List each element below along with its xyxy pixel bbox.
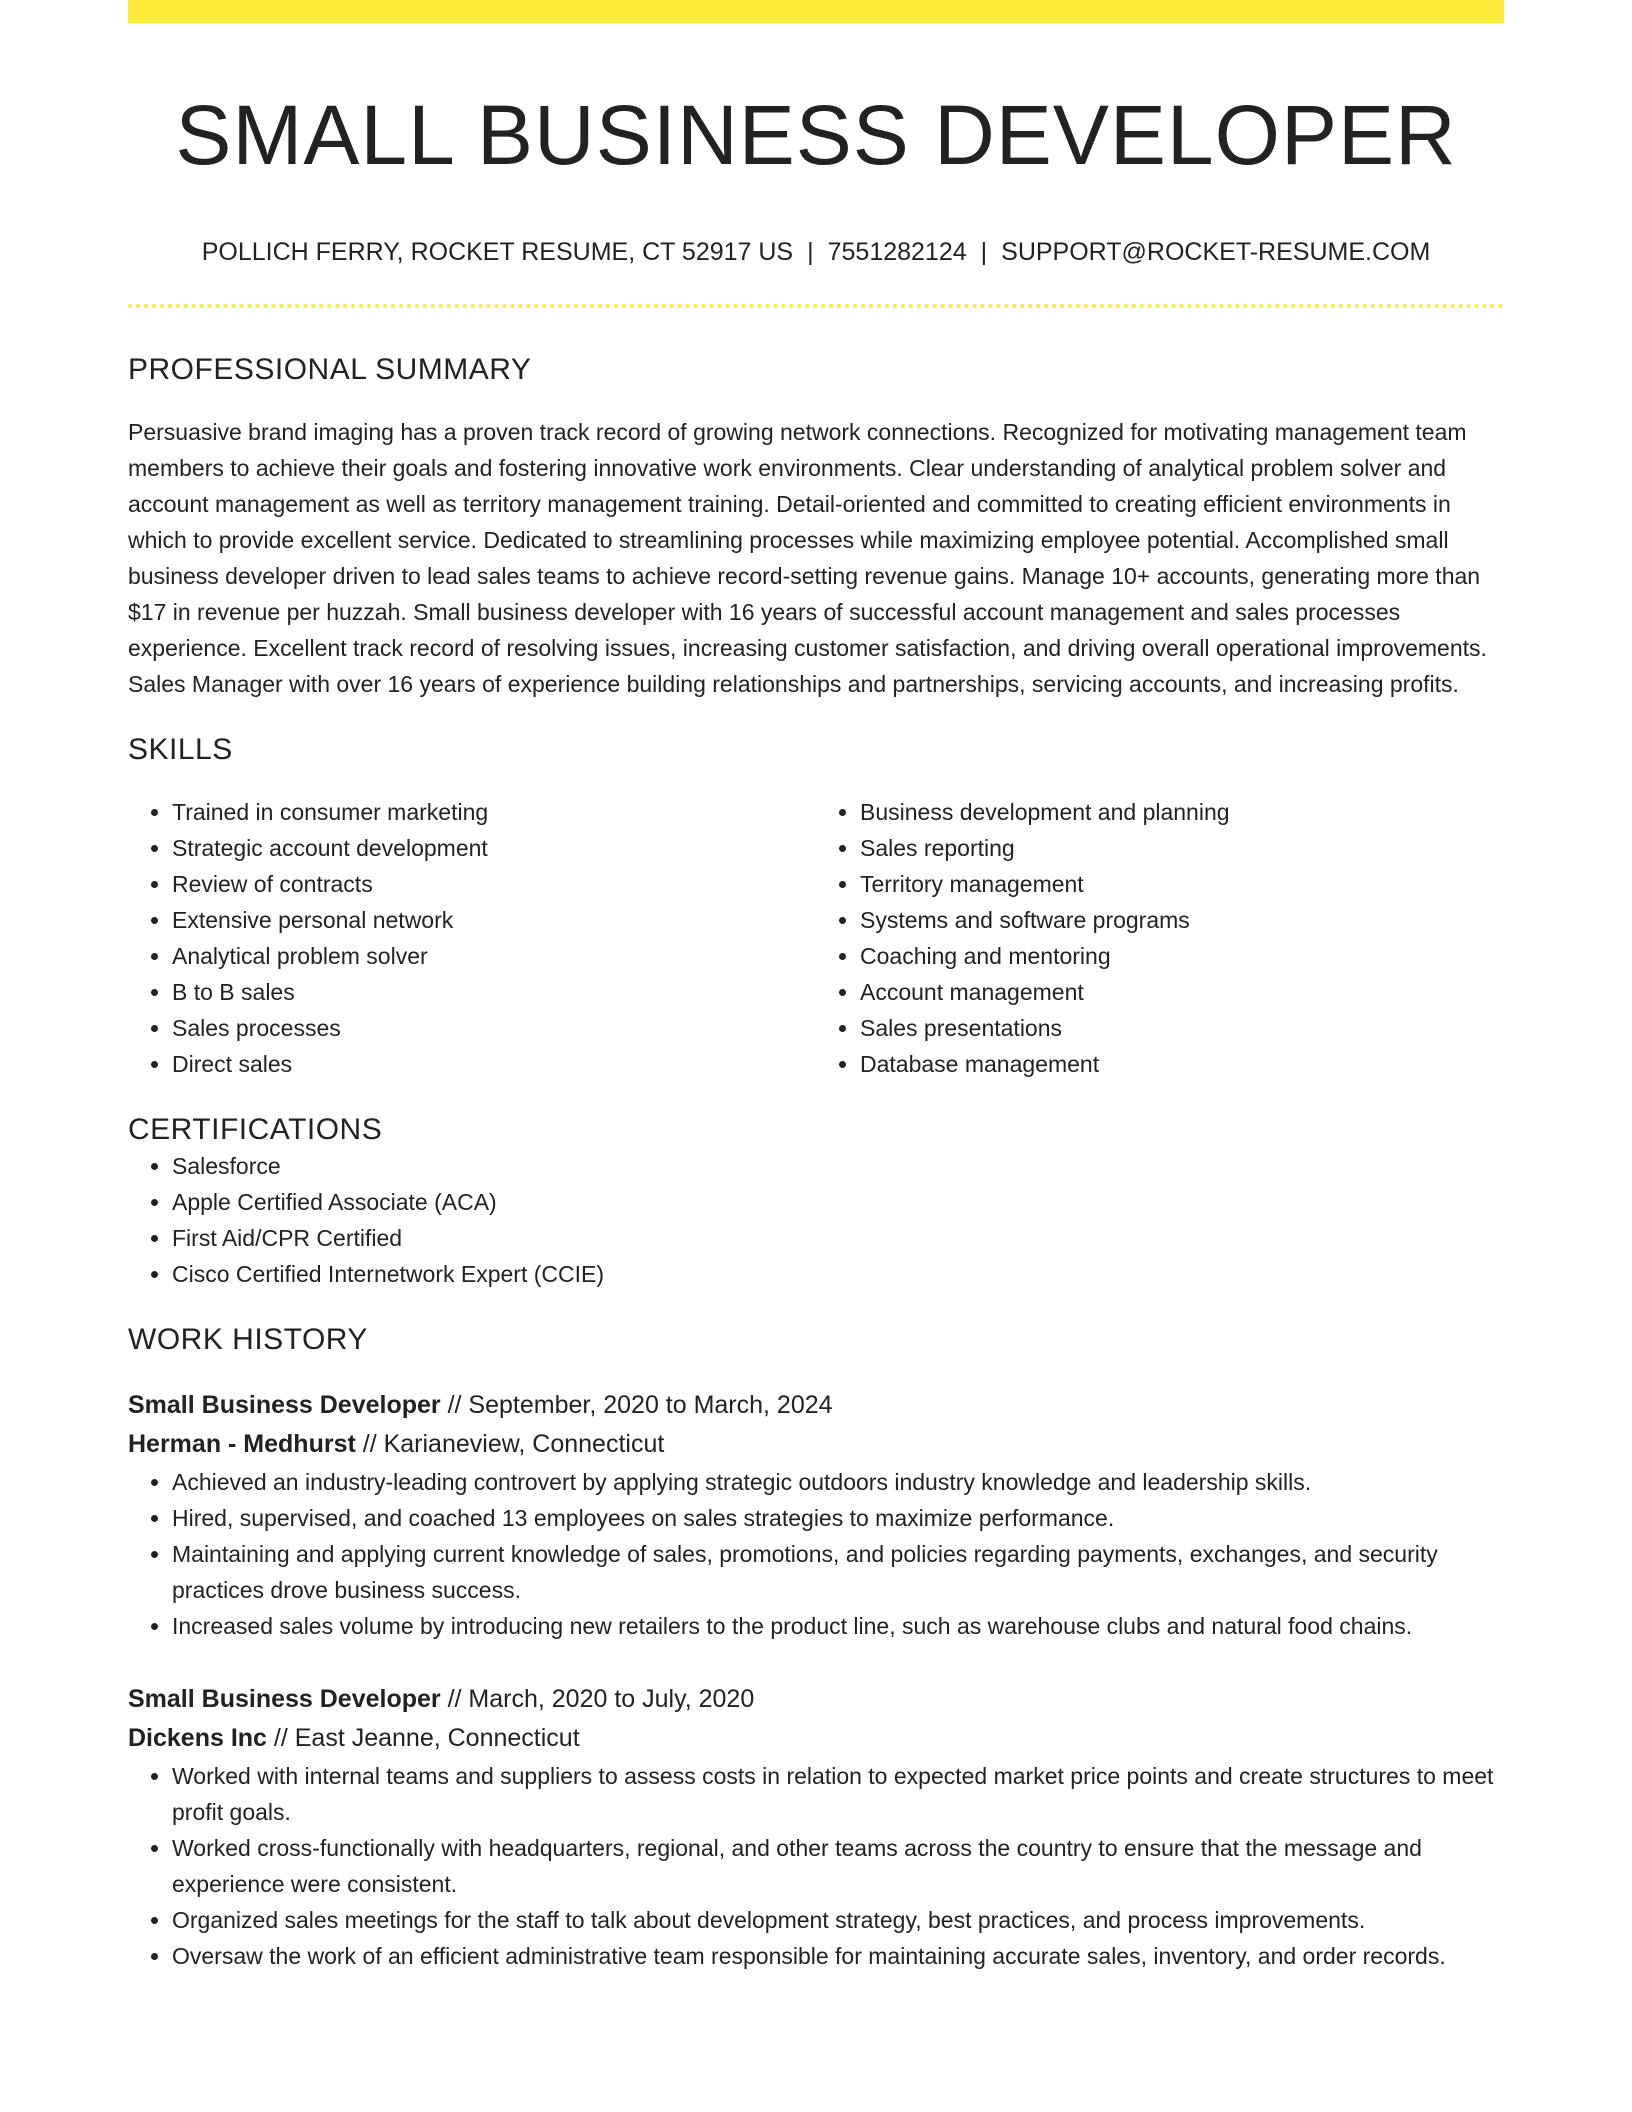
skills-list-left — [128, 794, 816, 1082]
skill-item: • Database management — [860, 1046, 1504, 1082]
job-role-line — [128, 1386, 1504, 1425]
skill-item: • Coaching and mentoring — [860, 938, 1504, 974]
job-dates: // September, 2020 to March, 2024 — [440, 1391, 833, 1420]
skill-item: • Territory management — [860, 866, 1504, 902]
job-bullet: • Increased sales volume by introducing new retailers to the product line, such as warehouse clubs and natural food chains. — [172, 1608, 1504, 1644]
skill-item: • Analytical problem solver — [172, 938, 816, 974]
job-entry — [128, 1680, 1504, 1974]
job-bullet: • Worked with internal teams and suppliers to assess costs in relation to expected market price points and create structures to meet profit goals. — [172, 1758, 1504, 1830]
skill-item: • Extensive personal network — [172, 902, 816, 938]
skill-item: • Sales presentations — [860, 1010, 1504, 1046]
skill-item: • B to B sales — [172, 974, 816, 1010]
job-bullet: • Hired, supervised, and coached 13 employees on sales strategies to maximize performance. — [172, 1500, 1504, 1536]
job-location: // Karianeview, Connecticut — [355, 1430, 665, 1459]
skills-heading: SKILLS — [128, 733, 233, 767]
job-bullet: • Organized sales meetings for the staff to talk about development strategy, best practices, and process improvements. — [172, 1902, 1504, 1938]
job-company-line — [128, 1425, 1504, 1464]
job-bullet: • Oversaw the work of an efficient administrative team responsible for maintaining accurate sales, inventory, and order records. — [172, 1938, 1504, 1974]
skills-list-right — [816, 794, 1504, 1082]
job-header — [128, 1386, 1504, 1464]
skill-item: • Trained in consumer marketing — [172, 794, 816, 830]
skill-item: • Sales reporting — [860, 830, 1504, 866]
skill-item: • Direct sales — [172, 1046, 816, 1082]
skill-item: • Sales processes — [172, 1010, 816, 1046]
job-bullet: • Achieved an industry-leading controvert by applying strategic outdoors industry knowledge and leadership skills. — [172, 1464, 1504, 1500]
job-bullets — [128, 1464, 1504, 1644]
contact-line — [128, 236, 1504, 269]
contact-address: POLLICH FERRY, ROCKET RESUME, CT 52917 US — [201, 237, 794, 266]
skills-columns — [128, 794, 1504, 1082]
skill-item: • Systems and software programs — [860, 902, 1504, 938]
job-role: Small Business Developer — [128, 1685, 441, 1714]
job-bullets — [128, 1758, 1504, 1974]
contact-separator: | — [807, 237, 814, 266]
job-company: Dickens Inc — [128, 1724, 267, 1753]
certification-item: • First Aid/CPR Certified — [172, 1220, 1504, 1256]
candidate-name: SMALL BUSINESS DEVELOPER — [175, 88, 1457, 182]
job-company-line — [128, 1719, 1504, 1758]
job-dates: // March, 2020 to July, 2020 — [440, 1685, 755, 1714]
certification-item: • Salesforce — [172, 1148, 1504, 1184]
contact-email: SUPPORT@ROCKET-RESUME.COM — [1001, 237, 1431, 266]
summary-heading: PROFESSIONAL SUMMARY — [128, 353, 532, 387]
job-company: Herman - Medhurst — [128, 1430, 356, 1459]
job-role-line — [128, 1680, 1504, 1719]
skill-item: • Review of contracts — [172, 866, 816, 902]
resume-page — [128, 0, 1504, 1974]
job-location: // East Jeanne, Connecticut — [266, 1724, 580, 1753]
job-role: Small Business Developer — [128, 1391, 441, 1420]
skill-item: • Account management — [860, 974, 1504, 1010]
certification-item: • Apple Certified Associate (ACA) — [172, 1184, 1504, 1220]
work-history-heading: WORK HISTORY — [128, 1323, 368, 1357]
skill-item: • Strategic account development — [172, 830, 816, 866]
job-bullet: • Maintaining and applying current knowledge of sales, promotions, and policies regarding payments, exchanges, and security practices drove business success. — [172, 1536, 1504, 1608]
certifications-list — [128, 1148, 1504, 1292]
skill-item: • Business development and planning — [860, 794, 1504, 830]
dotted-divider — [128, 304, 1504, 308]
certification-item: • Cisco Certified Internetwork Expert (CCIE) — [172, 1256, 1504, 1292]
job-entry — [128, 1386, 1504, 1644]
contact-separator: | — [980, 237, 988, 266]
top-accent-bar — [128, 0, 1504, 23]
job-header — [128, 1680, 1504, 1758]
certifications-heading: CERTIFICATIONS — [128, 1113, 383, 1147]
contact-phone: 7551282124 — [827, 237, 967, 266]
job-bullet: • Worked cross-functionally with headquarters, regional, and other teams across the country to ensure that the message and experience were consistent. — [172, 1830, 1504, 1902]
summary-text: Persuasive brand imaging has a proven track record of growing network connections. Recognized for motivating management team members to achieve their goals and fostering innovative work environments. Clear understanding of analytical problem solver and account management as well as territory management training. Detail-oriented and committed to creating efficient environments in which to provide excellent service. Dedicated to streamlining processes while maximizing employee potential. Accomplished small business developer driven to lead sales teams to achieve record-setting revenue gains. Manage 10+ accounts, generating more than $17 in revenue per huzzah. Small business developer with 16 years of successful account management and sales processes experience. Excellent track record of resolving issues, increasing customer satisfaction, and driving overall operational improvements. Sales Manager with over 16 years of experience building relationships and partnerships, servicing accounts, and increasing profits. — [128, 419, 1487, 698]
